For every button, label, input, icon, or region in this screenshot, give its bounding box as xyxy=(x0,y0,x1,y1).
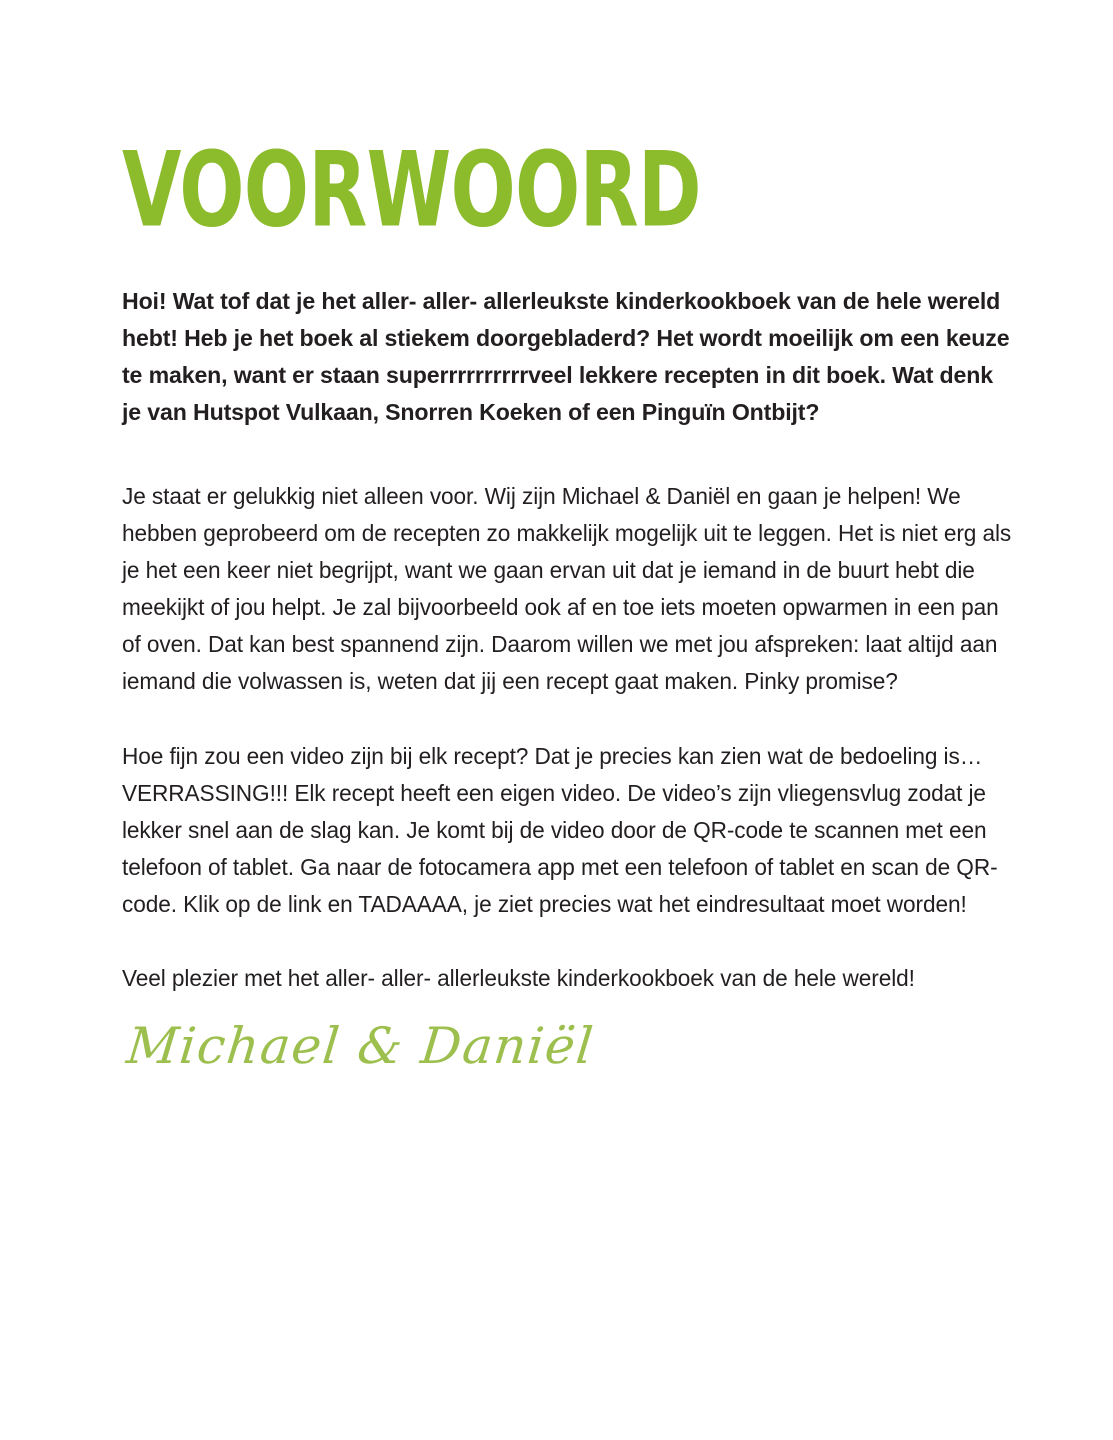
signature: Michael & Daniël xyxy=(124,1017,597,1075)
intro-paragraph: Hoi! Wat tof dat je het aller- aller- allerleukste kinderkookboek van de hele wereld hebt! Heb je het boek al stiekem doorgebladerd? Het wordt moeilijk om een keuze te maken, want er staan superrrrrrrrrrveel lekkere recepten in dit boek. Wat denk je van Hutspot Vulkaan, Snorren Koeken of een Pinguïn Ontbijt? xyxy=(122,288,1010,425)
page-title: VOORWOORD xyxy=(122,129,701,251)
paragraph-closing: Veel plezier met het aller- aller- allerleukste kinderkookboek van de hele wereld! xyxy=(122,965,915,991)
paragraph-video-qr: Hoe fijn zou een video zijn bij elk recept? Dat je precies kan zien wat de bedoeling is… VERRASSING!!! Elk recept heeft een eigen video. De video’s zijn vliegensvlug zodat je lekker snel aan de slag kan. Je komt bij de video door de QR-code te scannen met een telefoon of tablet. Ga naar de fotocamera app met een telefoon of tablet en scan de QR-code. Klik op de link en TADAAAA, je ziet precies wat het eindresultaat moet worden! xyxy=(122,743,998,917)
paragraph-helpers: Je staat er gelukkig niet alleen voor. Wij zijn Michael & Daniël en gaan je helpen! We hebben geprobeerd om de recepten zo makkelijk mogelijk uit te leggen. Het is niet erg als je het een keer niet begrijpt, want we gaan ervan uit dat je iemand in de buurt hebt die meekijkt of jou helpt. Je zal bijvoorbeeld ook af en toe iets moeten opwarmen in een pan of oven. Dat kan best spannend zijn. Daarom willen we met jou afspreken: laat altijd aan iemand die volwassen is, weten dat jij een recept gaat maken. Pinky promise? xyxy=(122,483,1012,694)
